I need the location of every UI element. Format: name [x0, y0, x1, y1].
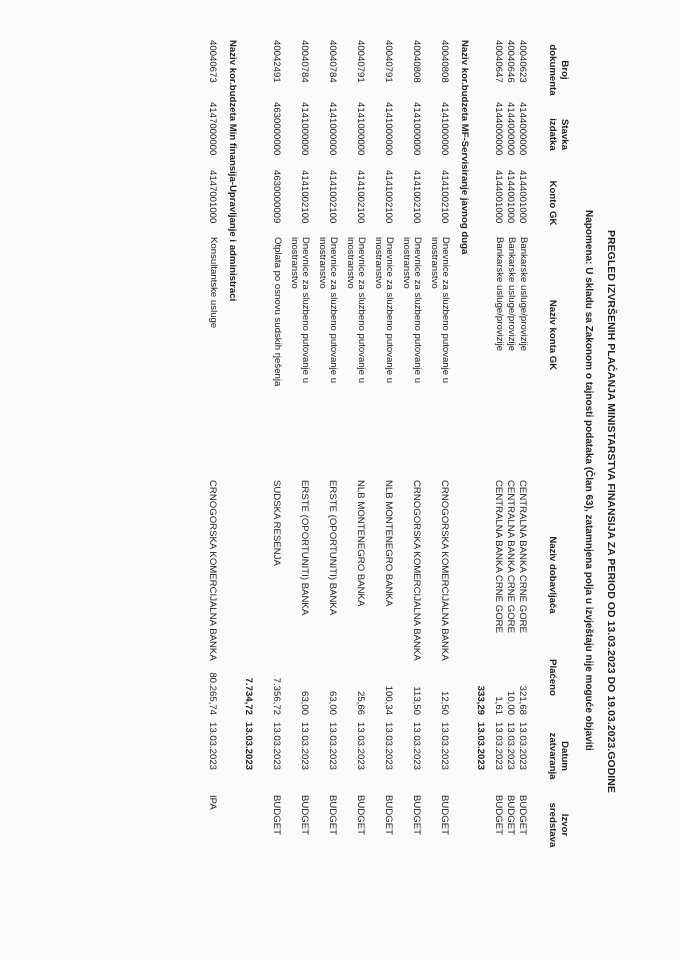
rotated-document	[60, 40, 620, 920]
cell-naziv: Dnevnice za sluzbeno putovanje u inostranstvo	[429, 237, 451, 384]
cell-konto: 4141002100	[411, 170, 422, 224]
group-total-date: 13.03.2023	[475, 722, 486, 771]
cell-dobavljac: CENTRALNA BANKA CRNE GORE	[505, 480, 516, 634]
cell-konto: 4141002100	[327, 170, 338, 224]
cell-placeno: 63,00	[327, 690, 338, 715]
cell-dobavljac: CRNOGORSKA KOMERCIJALNA BANKA	[207, 480, 218, 661]
cell-dobavljac: CENTRALNA BANKA CRNE GORE	[517, 480, 528, 634]
cell-placeno: 100,34	[383, 685, 394, 715]
cell-izvor: BUDGET	[383, 795, 394, 835]
cell-stavka: 4141000000	[327, 102, 338, 156]
cell-dobavljac: NLB MONTENEGRO BANKA	[355, 480, 366, 607]
cell-doc: 40040623	[517, 40, 528, 83]
cell-stavka: 4630000000	[271, 102, 282, 156]
cell-placeno: 321,68	[517, 685, 528, 715]
cell-datum: 13.03.2023	[355, 722, 366, 771]
cell-stavka: 4141000000	[299, 102, 310, 156]
cell-konto: 4144001000	[517, 170, 528, 224]
cell-datum: 13.03.2023	[327, 722, 338, 771]
cell-dobavljac: CRNOGORSKA KOMERCIJALNA BANKA	[411, 480, 422, 661]
cell-datum: 13.03.2023	[411, 722, 422, 771]
cell-konto: 4630000009	[271, 170, 282, 224]
cell-izvor: BUDGET	[517, 795, 528, 835]
cell-placeno: 10,00	[505, 690, 516, 715]
cell-stavka: 4141000000	[411, 102, 422, 156]
cell-izvor: BUDGET	[327, 795, 338, 835]
cell-konto: 4141002100	[299, 170, 310, 224]
cell-doc: 40040673	[207, 40, 218, 83]
cell-datum: 13.03.2023	[439, 722, 450, 771]
cell-doc: 40040646	[505, 40, 516, 83]
cell-datum: 13.03.2023	[383, 722, 394, 771]
cell-izvor: BUDGET	[355, 795, 366, 835]
cell-izvor: BUDGET	[493, 795, 504, 835]
group-total: 333,29	[475, 685, 486, 715]
cell-naziv: Bankarske usluge/provizije	[494, 237, 505, 352]
cell-doc: 40040784	[299, 40, 310, 83]
cell-stavka: 4144000000	[517, 102, 528, 156]
cell-doc: 40040808	[439, 40, 450, 83]
privacy-note: Napomena: U skladu sa Zakonom o tajnosti podataka (Član 63), zatamnjena polja u izvještaju nije moguće objaviti	[583, 210, 594, 751]
cell-naziv: Dnevnice za sluzbeno putovanje u inostranstvo	[373, 237, 395, 384]
cell-doc: 40040647	[493, 40, 504, 83]
cell-placeno: 7.356,72	[271, 677, 282, 715]
header-dobavljac: Naziv dobavljača	[547, 536, 558, 614]
table-header	[536, 40, 570, 920]
cell-dobavljac: CRNOGORSKA KOMERCIJALNA BANKA	[439, 480, 450, 661]
cell-placeno: 1,61	[493, 696, 504, 715]
cell-izvor: BUDGET	[271, 795, 282, 835]
cell-datum: 13.03.2023	[493, 722, 504, 771]
cell-konto: 4147001000	[207, 170, 218, 224]
cell-stavka: 4144000000	[493, 102, 504, 156]
cell-naziv: Dnevnice za sluzbeno putovanje u inostranstvo	[401, 237, 423, 384]
cell-stavka: 4141000000	[439, 102, 450, 156]
cell-izvor: BUDGET	[439, 795, 450, 835]
cell-naziv: Bankarske usluge/provizije	[518, 237, 529, 352]
cell-stavka: 4144000000	[505, 102, 516, 156]
cell-naziv: Dnevnice za sluzbeno putovanje u inostranstvo	[289, 237, 311, 384]
cell-stavka: 4141000000	[355, 102, 366, 156]
cell-stavka: 4141000000	[383, 102, 394, 156]
cell-doc: 40040791	[383, 40, 394, 83]
header-konto: Konto GK	[547, 180, 558, 226]
cell-konto: 4144001000	[505, 170, 516, 224]
cell-placeno: 25,66	[355, 690, 366, 715]
cell-naziv: Dnevnice za sluzbeno putovanje u inostranstvo	[317, 237, 339, 384]
cell-izvor: BUDGET	[505, 795, 516, 835]
header-placeno: Plaćeno	[547, 659, 558, 696]
cell-dobavljac: ERSTE (OPORTUNITI) BANKA	[327, 480, 338, 616]
group-total-date: 13.03.2023	[243, 722, 254, 771]
header-datum: Datum zatvaranja	[547, 732, 570, 780]
cell-doc: 40040784	[327, 40, 338, 83]
cell-izvor: IPA	[207, 795, 218, 810]
cell-dobavljac: ERSTE (OPORTUNITI) BANKA	[299, 480, 310, 616]
cell-datum: 13.03.2023	[299, 722, 310, 771]
cell-doc: 40040808	[411, 40, 422, 83]
cell-naziv: Dnevnice za sluzbeno putovanje u inostranstvo	[345, 237, 367, 384]
cell-izvor: BUDGET	[299, 795, 310, 835]
cell-dobavljac: NLB MONTENEGRO BANKA	[383, 480, 394, 607]
cell-datum: 13.03.2023	[517, 722, 528, 771]
cell-datum: 13.03.2023	[271, 722, 282, 771]
document-title: PREGLED IZVRŠENIH PLAĆANJA MINISTARSTVA FINANSIJA ZA PERIOD OD 13.03.2023 DO 19.03.2023.GODINE	[605, 230, 616, 793]
cell-dobavljac: SUDSKA RESENJA	[271, 480, 282, 566]
cell-konto: 4141002100	[355, 170, 366, 224]
header-stavka: Stavka izdatka	[547, 118, 570, 151]
cell-konto: 4141002100	[383, 170, 394, 224]
cell-konto: 4141002100	[439, 170, 450, 224]
cell-doc: 40042491	[271, 40, 282, 83]
cell-konto: 4144001000	[493, 170, 504, 224]
cell-naziv: Otplata po osnovu sudskih rješenja	[272, 237, 283, 387]
section-title: Naziv kor.budzeta Min finansija-Upravljanje i administraci	[227, 40, 238, 302]
cell-datum: 13.03.2023	[207, 722, 218, 771]
cell-doc: 40040791	[355, 40, 366, 83]
header-naziv: Naziv konta GK	[547, 299, 558, 371]
cell-placeno: 63,00	[299, 690, 310, 715]
cell-dobavljac: CENTRALNA BANKA CRNE GORE	[493, 480, 504, 634]
cell-naziv: Konsultantske usluge	[208, 237, 219, 329]
cell-stavka: 4147000000	[207, 102, 218, 156]
cell-naziv: Bankarske usluge/provizije	[506, 237, 517, 352]
header-izvor: Izvor sredstava	[547, 802, 570, 848]
section-title: Naziv kor.budzeta MF-Servisiranje javnog duga	[459, 40, 470, 255]
cell-placeno: 113,50	[411, 686, 422, 715]
cell-placeno: 80.265,74	[207, 672, 218, 715]
group-total: 7.734,72	[243, 677, 254, 715]
header-doc: Broj dokumenta	[547, 44, 570, 96]
cell-placeno: 12,50	[439, 690, 450, 715]
cell-izvor: BUDGET	[411, 795, 422, 835]
cell-datum: 13.03.2023	[505, 722, 516, 771]
